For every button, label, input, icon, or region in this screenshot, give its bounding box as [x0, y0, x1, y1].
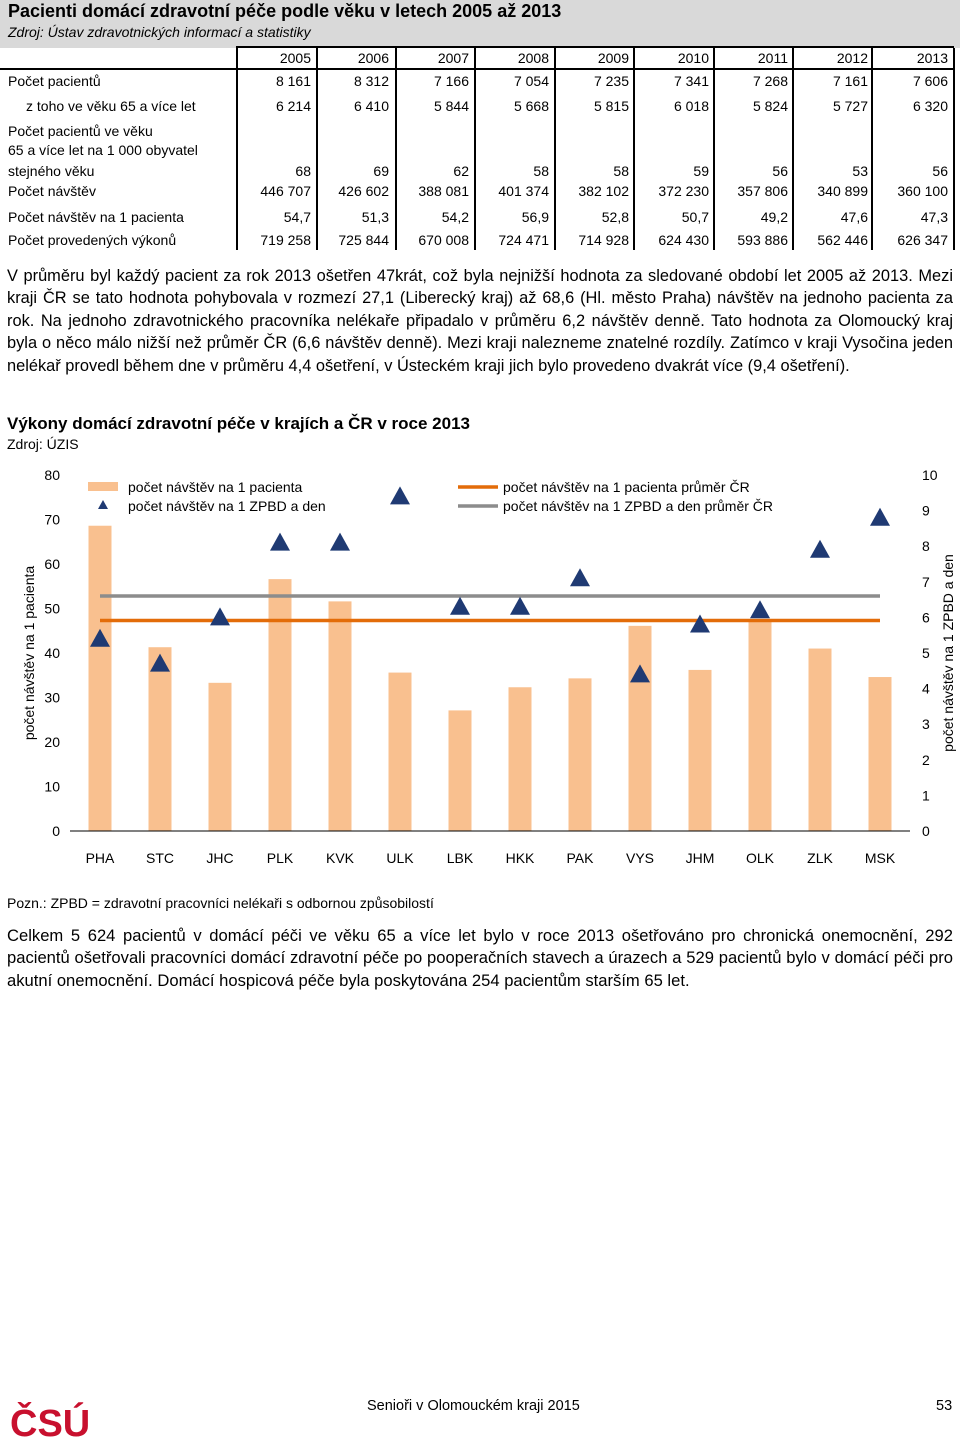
- page-title: Pacienti domácí zdravotní péče podle věku v letech 2005 až 2013: [8, 1, 562, 21]
- y2-tick-label: 7: [922, 573, 930, 590]
- table-cell: 5 727: [832, 98, 868, 114]
- y-tick-label: 70: [44, 511, 60, 528]
- header-band: [0, 0, 960, 48]
- table-column-rule: [474, 48, 476, 250]
- marker-ulk: [390, 486, 410, 504]
- y-tick-label: 30: [44, 689, 60, 706]
- table-column-rule: [395, 48, 397, 250]
- table-cell: 56,9: [521, 209, 549, 225]
- y-tick-label: 0: [52, 823, 60, 839]
- table-cell: 7 235: [593, 73, 629, 89]
- table-cell: 562 446: [817, 232, 868, 248]
- table-cell: 401 374: [498, 183, 549, 199]
- table-cell: 58: [613, 163, 629, 179]
- table-cell: 56: [772, 163, 788, 179]
- chart-title: Výkony domácí zdravotní péče v krajích a ČR v roce 2013: [7, 414, 470, 433]
- table-column-rule: [792, 48, 794, 250]
- x-tick-label: JHM: [685, 850, 715, 866]
- table-cell: 624 430: [658, 232, 709, 248]
- table-cell: 7 341: [673, 73, 709, 89]
- table-cell: 47,6: [840, 209, 868, 225]
- x-tick-label: HKK: [505, 850, 535, 866]
- table-cell: 593 886: [737, 232, 788, 248]
- table-cell: 47,3: [920, 209, 948, 225]
- table-cell: 8 161: [275, 73, 311, 89]
- table-cell: 49,2: [760, 209, 788, 225]
- paragraph-2: Celkem 5 624 pacientů v domácí péči ve věku 65 a více let bylo v roce 2013 ošetřováno pro chronická onemocnění, 292 pacientů ošetřovali pracovníci domácí zdravotní péče po pooperačních stavech a úrazech a 529 pacientů bylo v domácí péči pro akutní onemocnění. Domácí hospicová péče byla poskytována 254 pacientům starším 65 let.: [7, 926, 953, 990]
- y2-tick-label: 6: [922, 609, 930, 626]
- table-cell: 670 008: [418, 232, 469, 248]
- table-cell: 6 320: [912, 98, 948, 114]
- table-column-rule: [871, 48, 873, 250]
- marker-jhm: [690, 615, 710, 633]
- table-cell: 58: [533, 163, 549, 179]
- x-tick-label: KVK: [325, 850, 355, 866]
- table-cell: 54,7: [283, 209, 311, 225]
- marker-kvk: [330, 533, 350, 551]
- chart-note: Pozn.: ZPBD = zdravotní pracovníci nelékaři s odbornou způsobilostí: [7, 895, 434, 911]
- table-cell: 6 410: [353, 98, 389, 114]
- y2-tick-label: 3: [922, 716, 930, 733]
- y-tick-label: 10: [44, 778, 60, 795]
- table-cell: 388 081: [418, 183, 469, 199]
- year-header: 2008: [517, 50, 549, 66]
- table-cell: 7 166: [433, 73, 469, 89]
- csu-logo: [10, 1400, 90, 1447]
- y2-tick-label: 0: [922, 823, 930, 839]
- x-tick-label: MSK: [864, 850, 896, 866]
- table-cell: 382 102: [578, 183, 629, 199]
- marker-plk: [270, 533, 290, 551]
- x-tick-label: PAK: [566, 850, 594, 866]
- table-cell: 7 268: [752, 73, 788, 89]
- table-cell: 360 100: [897, 183, 948, 199]
- y2-tick-label: 5: [922, 645, 930, 661]
- bar-stc: [149, 647, 172, 831]
- y2-tick-label: 8: [922, 538, 930, 555]
- table-cell: 7 054: [513, 73, 549, 89]
- table-cell: 7 161: [832, 73, 868, 89]
- page-number: 53: [936, 1398, 953, 1414]
- legend-label: počet návštěv na 1 pacienta průměr ČR: [503, 479, 750, 495]
- row-label: 65 a více let na 1 000 obyvatel: [8, 142, 198, 158]
- chart-source: Zdroj: ÚZIS: [7, 436, 79, 452]
- table-column-rule: [953, 48, 955, 250]
- y2-tick-label: 1: [922, 787, 930, 804]
- row-label: stejného věku: [8, 163, 95, 179]
- table-cell: 53: [852, 163, 868, 179]
- bar-olk: [749, 621, 772, 831]
- csu-logo-text: ČSÚ: [10, 1403, 90, 1442]
- table-cell: 52,8: [601, 209, 629, 225]
- table-cell: 372 230: [658, 183, 709, 199]
- table-cell: 5 815: [593, 98, 629, 114]
- legend-label: počet návštěv na 1 pacienta: [128, 479, 303, 495]
- year-header: 2012: [836, 50, 868, 66]
- paragraph-1: V průměru byl každý pacient za rok 2013 ošetřen 47krát, což byla nejnižší hodnota za sledované období let 2005 až 2013. Mezi kraji ČR se tato hodnota pohybovala v rozmezí 27,1 (Liberecký kraj) až 68,6 (Hl. město Praha) návštěv na jednoho pacienta za rok. Na jednoho zdravotnického pracovníka nelékaře připadalo v průměru 6,2 návštěv denně. Tato hodnota za Olomoucký kraj byla o něco málo nižší než průměr ČR (6,6 návštěv denně). Mezi kraji nalezneme znatelné rozdíly. Zatímco v kraji Vysočina jeden nelékař provedl během dne v průměru 4,4 ošetření, v Ústeckém kraji jich bylo provedeno dvakrát více (9,4 ošetření).: [7, 267, 953, 375]
- table-cell: 56: [932, 163, 948, 179]
- marker-hkk: [510, 597, 530, 615]
- bar-pha: [89, 526, 112, 831]
- x-tick-label: ULK: [386, 850, 414, 866]
- table-cell: 724 471: [498, 232, 549, 248]
- y-tick-label: 60: [44, 556, 60, 572]
- row-label: Počet pacientů: [8, 73, 101, 89]
- y2-tick-label: 9: [922, 502, 930, 519]
- table-cell: 719 258: [260, 232, 311, 248]
- table-cell: 50,7: [681, 209, 709, 225]
- year-header: 2005: [279, 50, 311, 66]
- year-header: 2011: [757, 50, 788, 66]
- legend-label: počet návštěv na 1 ZPBD a den: [128, 498, 326, 514]
- table-cell: 69: [373, 163, 389, 179]
- table-column-rule: [554, 48, 556, 250]
- legend-swatch-bar: [88, 482, 118, 491]
- row-label: Počet návštěv na 1 pacienta: [8, 209, 184, 225]
- table-column-rule: [316, 48, 318, 250]
- bar-zlk: [809, 649, 832, 831]
- table-column-rule: [713, 48, 715, 250]
- bar-pak: [569, 678, 592, 831]
- row-label: z toho ve věku 65 a více let: [26, 98, 196, 114]
- marker-lbk: [450, 597, 470, 615]
- year-header: 2007: [437, 50, 469, 66]
- marker-msk: [870, 508, 890, 526]
- legend-label: počet návštěv na 1 ZPBD a den průměr ČR: [503, 498, 774, 514]
- table-cell: 714 928: [578, 232, 629, 248]
- bar-jhc: [209, 683, 232, 831]
- x-tick-label: PLK: [266, 850, 294, 866]
- year-header: 2006: [357, 50, 389, 66]
- legend-swatch-marker: [98, 500, 108, 509]
- table-cell: 725 844: [338, 232, 389, 248]
- table-top-rule: [236, 46, 954, 48]
- x-tick-label: STC: [146, 850, 174, 866]
- table-cell: 6 018: [673, 98, 709, 114]
- marker-jhc: [210, 607, 230, 625]
- year-header: 2013: [916, 50, 948, 66]
- table-source: Zdroj: Ústav zdravotnických informací a statistiky: [8, 24, 311, 40]
- table-cell: 59: [693, 163, 709, 179]
- x-tick-label: VYS: [625, 850, 655, 866]
- table-cell: 5 824: [752, 98, 788, 114]
- table-cell: 426 602: [338, 183, 389, 199]
- bar-lbk: [449, 710, 472, 831]
- row-label: Počet pacientů ve věku: [8, 123, 153, 139]
- marker-olk: [750, 600, 770, 618]
- y-axis-title: počet návštěv na 1 pacienta: [21, 565, 37, 741]
- bar-kvk: [329, 601, 352, 831]
- x-tick-label: ZLK: [807, 850, 833, 866]
- year-header: 2010: [677, 50, 709, 66]
- row-label: Počet provedených výkonů: [8, 232, 177, 248]
- x-tick-label: PHA: [85, 850, 115, 866]
- y2-tick-label: 2: [922, 751, 930, 768]
- y-tick-label: 40: [44, 645, 60, 661]
- table-cell: 7 606: [912, 73, 948, 89]
- y-tick-label: 50: [44, 600, 60, 617]
- table-cell: 51,3: [361, 209, 389, 225]
- table-cell: 5 844: [433, 98, 469, 114]
- bar-vys: [629, 626, 652, 831]
- table-cell: 340 899: [817, 183, 868, 199]
- bar-hkk: [509, 687, 532, 831]
- table-cell: 5 668: [513, 98, 549, 114]
- bar-msk: [869, 677, 892, 831]
- bar-plk: [269, 579, 292, 831]
- year-header: 2009: [597, 50, 629, 66]
- y2-axis-title: počet návštěv na 1 ZPBD a den: [940, 554, 956, 752]
- table-header-rule: [0, 68, 954, 70]
- bar-jhm: [689, 670, 712, 831]
- y2-tick-label: 10: [922, 467, 938, 483]
- table-cell: 357 806: [737, 183, 788, 199]
- marker-pak: [570, 568, 590, 586]
- y2-tick-label: 4: [922, 680, 930, 697]
- table-cell: 8 312: [353, 73, 389, 89]
- table-cell: 446 707: [260, 183, 311, 199]
- table-cell: 68: [295, 163, 311, 179]
- table-cell: 626 347: [897, 232, 948, 248]
- marker-zlk: [810, 540, 830, 558]
- y-tick-label: 20: [44, 734, 60, 750]
- x-tick-label: OLK: [745, 850, 775, 866]
- table-cell: 6 214: [275, 98, 311, 114]
- x-tick-label: LBK: [446, 850, 474, 866]
- bar-ulk: [389, 673, 412, 831]
- table-cell: 54,2: [441, 209, 469, 225]
- table-column-rule: [236, 48, 238, 250]
- y-tick-label: 80: [44, 467, 60, 483]
- table-cell: 62: [453, 163, 469, 179]
- region-chart: [0, 462, 960, 882]
- row-label: Počet návštěv: [8, 183, 96, 199]
- table-column-rule: [633, 48, 635, 250]
- footer-publication: Senioři v Olomouckém kraji 2015: [367, 1398, 580, 1414]
- x-tick-label: JHC: [206, 850, 234, 866]
